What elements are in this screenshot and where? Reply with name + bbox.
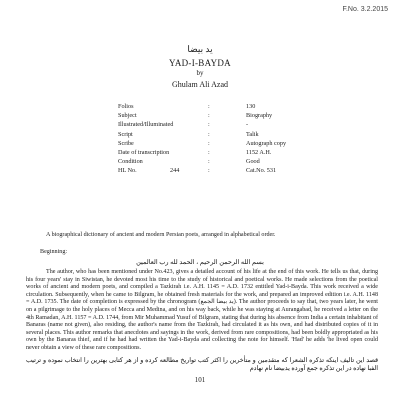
page-number: 101 <box>194 376 206 384</box>
meta-label: Script <box>118 130 133 138</box>
meta-value: Autograph copy <box>246 139 287 147</box>
meta-row-folios <box>118 102 348 111</box>
arabic-paragraph: قصد این تاليف اینکه تذکره الشعرا که متقدمین و متأخرین را اکثر کتب تواریخ مطالعه کرده و از هر کتابی بهترین را انتخاب نموده و ترتیب الفبا نهاده در این تذکره جمع آورده یدبیضا نام نهادم <box>26 357 378 372</box>
meta-row-condition <box>118 157 348 166</box>
document-title: YAD-I-BAYDA <box>169 58 231 68</box>
meta-value: Biography <box>246 112 273 120</box>
meta-label: Date of transcription <box>118 148 170 156</box>
meta-separator: : <box>208 148 210 156</box>
meta-separator: : <box>208 167 210 175</box>
meta-label: Illustrated/Illuminated <box>118 121 174 129</box>
arabic-opening-line: بسم الله الرحمن الرحيم ، الحمد لله رب العالمين <box>136 259 264 266</box>
meta-separator: : <box>208 158 210 166</box>
meta-value: 1152 A.H. <box>246 148 272 156</box>
meta-row-subject <box>118 111 348 120</box>
meta-row-script <box>118 130 348 139</box>
arabic-title: يد بيضا <box>187 44 213 54</box>
meta-row-date <box>118 148 348 157</box>
meta-label: HL No. <box>118 167 137 175</box>
meta-separator: : <box>208 103 210 110</box>
meta-value: Talik <box>246 130 259 138</box>
meta-label: Condition <box>118 158 143 166</box>
meta-value: Cat.No. 531 <box>246 167 277 175</box>
body-paragraph: The author, who has been mentioned under No.423, gives a detailed account of his life at the end of this work. He tells us that, during his four years' stay in Siwistan, he devoted most his time to the study of historical and poetical works. He made selections from the poetical works of ancient and modern poets, and compiled a Tazkirah i.e. A.H. 1145 = A.D. 1732 entitled Yad-i-Bayda. This work received a wide circulation. Subsequently, when he came to Bilgram, he obtained fresh materials for the work, and prepared an improved edition i.e. A.H. 1148 = A.D. 1735. The date of completion is expressed by the chronogram (يد بيضا الجمع). The author proceeds to say that, two years later, he went on a pilgrimage to the holy places of Mecca and Medina, and on his way back, while he was staying at Aurangabad, he received a letter on the 4th Ramadan, A.H. 1157 = A.D. 1744, from Mir Muhammad Yusuf of Bilgram, stating that during his absence from India a certain inhabitant of Banaras (name not given), also residing, the author's name from the Tazkirah, had circulated it as his own, and had distributed copies of it in several places. This author remarks that anecdotes and sayings in the work, derived from rare compositions, had been boldly appropriated as his own by the Banaras thief, and if he had had written the Yad-i-Bayda and collecting the note for himself. 'Had' he adds 'he lived open could never obtain a view of these rare compositions. <box>26 269 379 351</box>
manuscript-details-table <box>118 102 348 176</box>
meta-separator: : <box>208 139 210 147</box>
meta-row-scribe <box>118 139 348 148</box>
meta-label: Subject <box>118 112 137 120</box>
meta-value: - <box>246 121 249 129</box>
meta-separator: : <box>208 112 210 120</box>
meta-separator: : <box>208 121 210 129</box>
author-name: Ghulam Ali Azad <box>172 80 228 89</box>
beginning-label: Beginning: <box>40 249 68 255</box>
meta-separator: : <box>208 130 210 138</box>
meta-value: Good <box>246 158 260 166</box>
byline-by: by <box>196 69 204 77</box>
meta-label: Folios <box>118 103 134 110</box>
meta-row-hl-no <box>118 166 348 175</box>
meta-label: Scribe <box>118 139 134 147</box>
file-number-stamp: F.No. 3.2.2015 <box>342 6 388 13</box>
meta-row-illustrated <box>118 120 348 129</box>
intro-paragraph: A biographical dictionary of ancient and modern Persian poets, arranged in alphabetical order. <box>46 232 276 238</box>
meta-value: 130 <box>246 103 256 110</box>
meta-number: 244 <box>170 167 180 175</box>
